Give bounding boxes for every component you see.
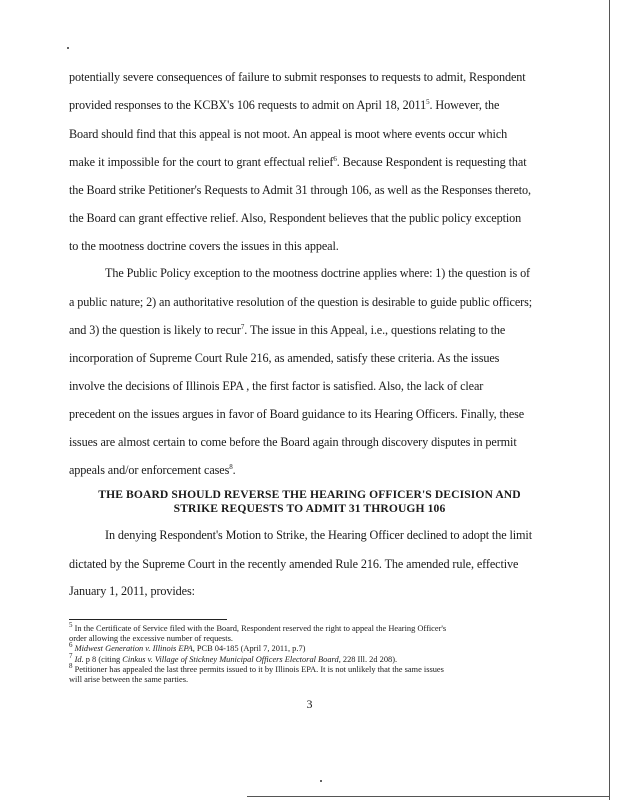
footnote-8: $^8$ Petitioner has appealed the last three permits issued to it by Illinois EPA. It is not unlikely that the same issues	[69, 662, 444, 674]
body-line: the Board strike Petitioner's Requests to Admit 31 through 106, as well as the Responses thereto,	[69, 183, 531, 197]
body-line: appeals and/or enforcement cases$^8$.	[69, 462, 236, 477]
footnote-6: $^6$ Midwest Generation v. Illinois EPA, PCB 04-185 (April 7, 2011, p.7)	[69, 641, 306, 653]
body-line: provided responses to the KCBX's 106 requests to admit on April 18, 2011$^5$. However, the	[69, 97, 500, 112]
body-line: and 3) the question is likely to recur$^7$. The issue in this Appeal, i.e., questions relating to the	[69, 322, 506, 337]
footnote-ref: 5	[426, 97, 430, 106]
body-line: January 1, 2011, provides:	[69, 584, 195, 598]
footnote-ref: 7	[240, 322, 245, 331]
footnote-5: $^5$ In the Certificate of Service filed with the Board, Respondent reserved the right to appeal the Hearing Officer's	[69, 621, 447, 633]
body-line: Board should find that this appeal is not moot. An appeal is moot where events occur which	[69, 127, 508, 141]
body-line: incorporation of Supreme Court Rule 216, as amended, satisfy these criteria. As the issues	[69, 351, 500, 365]
section-heading: THE BOARD SHOULD REVERSE THE HEARING OFFICER'S DECISION AND	[98, 488, 521, 501]
body-line: issues are almost certain to come before the Board again through discovery disputes in permit	[69, 435, 517, 449]
body-line: In denying Respondent's Motion to Strike, the Hearing Officer declined to adopt the limit	[105, 528, 532, 542]
body-line: a public nature; 2) an authoritative resolution of the question is desirable to guide public officers;	[69, 295, 533, 309]
body-line: precedent on the issues argues in favor of Board guidance to its Hearing Officers. Finally, these	[69, 407, 525, 421]
page-number: 3	[306, 697, 313, 711]
body-line: dictated by the Supreme Court in the recently amended Rule 216. The amended rule, effective	[69, 557, 519, 571]
page-bottom-edge	[247, 796, 610, 797]
body-line: involve the decisions of Illinois EPA , the first factor is satisfied. Also, the lack of clear	[69, 379, 484, 393]
footnote-5-cont: order allowing the excessive number of requests.	[69, 634, 233, 643]
scan-speck	[320, 780, 322, 782]
footnote-ref: 6	[333, 154, 337, 163]
footnote-separator	[69, 619, 227, 620]
footnote-7: $^7$ Id. p 8 (citing Cinkus v. Village of Stickney Municipal Officers Electoral Board, 228 Ill. 2d 208).	[69, 652, 398, 664]
body-line: potentially severe consequences of failure to submit responses to requests to admit, Respondent	[69, 70, 526, 84]
footnote-ref: 8	[229, 462, 233, 471]
page-right-edge	[609, 0, 610, 800]
body-line: the Board can grant effective relief. Also, Respondent believes that the public policy exception	[69, 211, 522, 225]
footnote-8-cont: will arise between the same parties.	[69, 675, 189, 684]
scan-speck	[67, 47, 69, 49]
body-line: to the mootness doctrine covers the issues in this appeal.	[69, 239, 339, 253]
body-line: make it impossible for the court to grant effectual relief$^6$. Because Respondent is requesting that	[69, 154, 527, 169]
section-heading: STRIKE REQUESTS TO ADMIT 31 THROUGH 106	[173, 502, 446, 515]
body-line: The Public Policy exception to the mootness doctrine applies where: 1) the question is of	[105, 266, 531, 280]
